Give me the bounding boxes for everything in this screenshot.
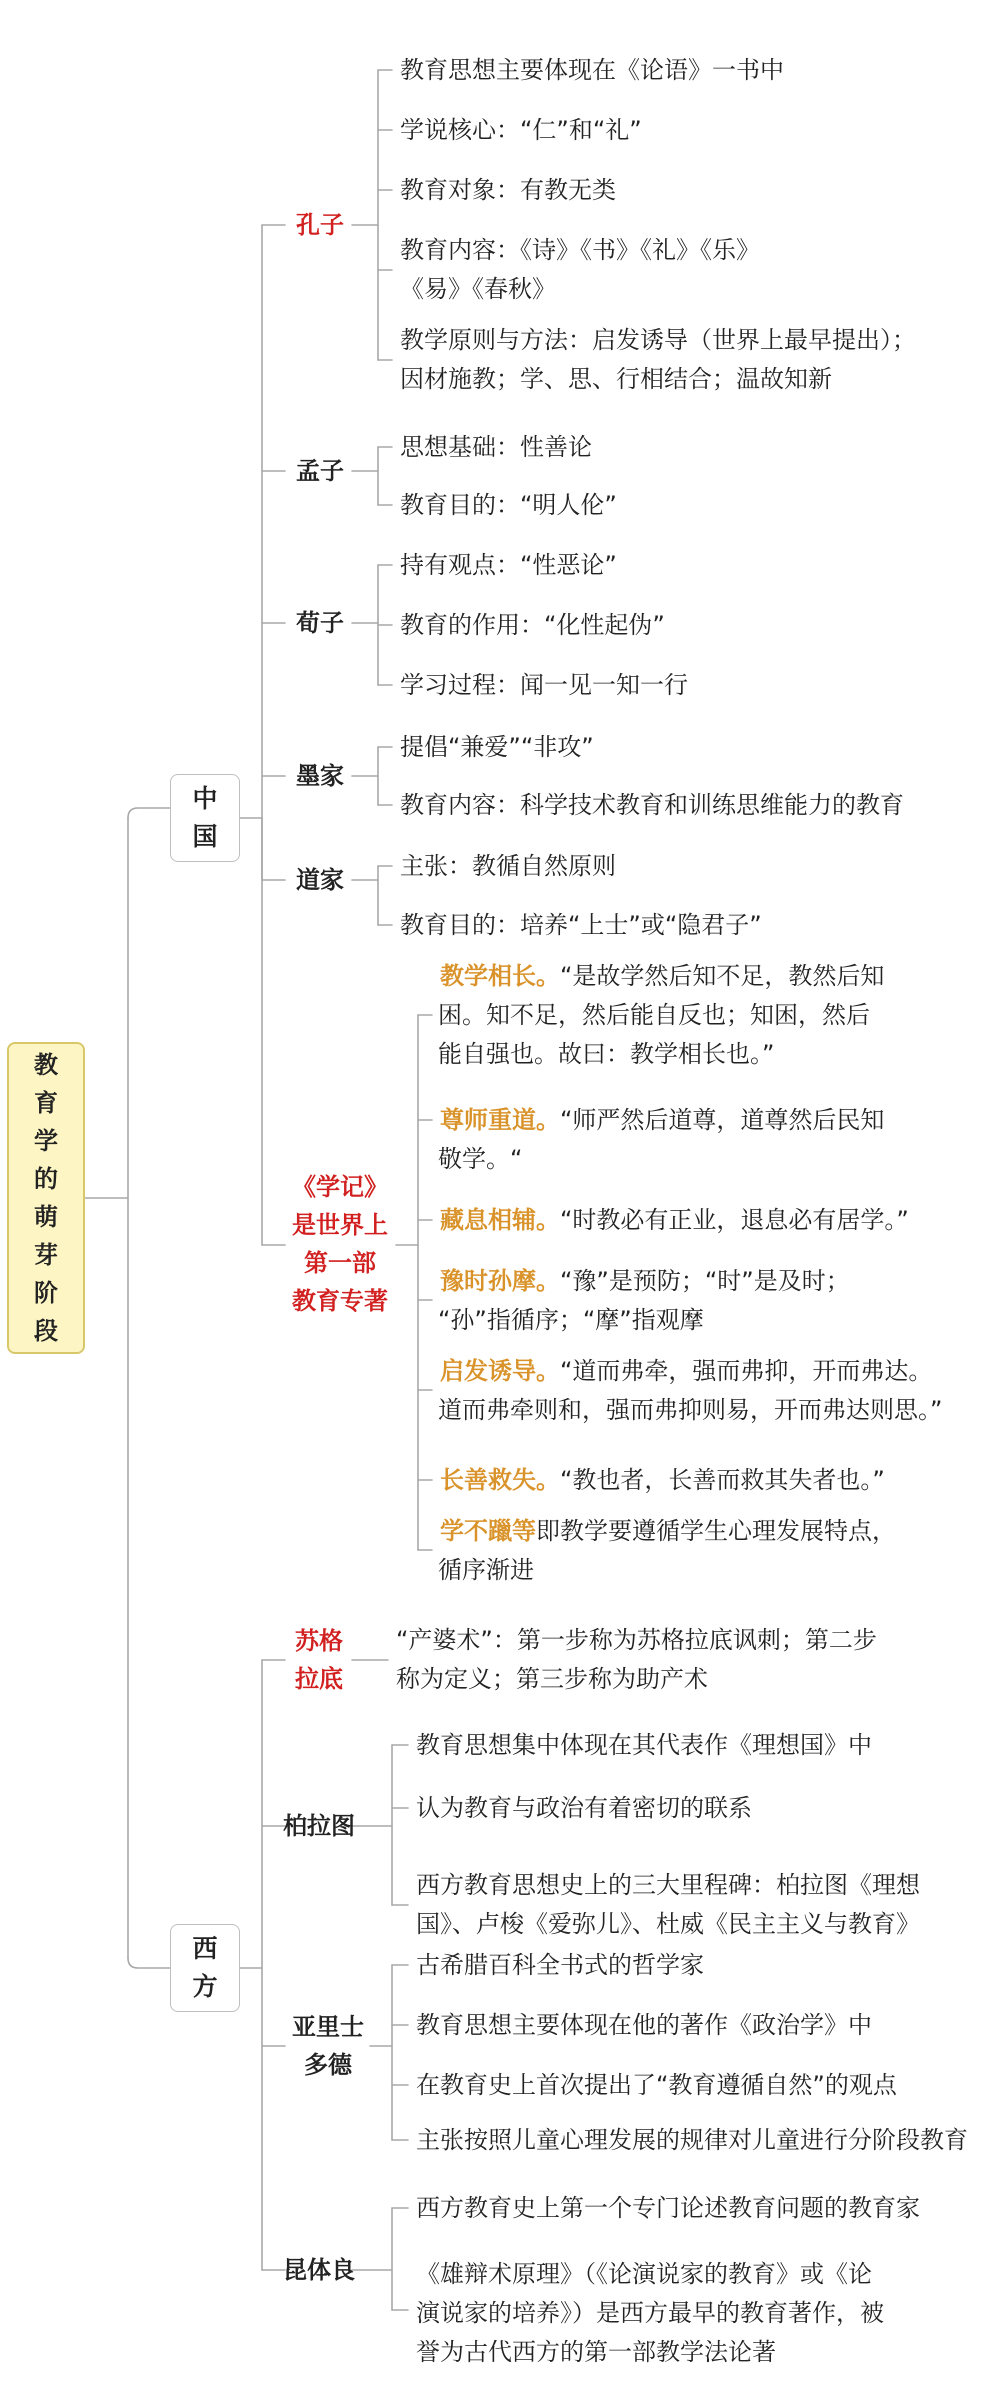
principle-key: 藏息相辅。 xyxy=(440,1206,560,1234)
leaf-text-line: 《易》《春秋》 xyxy=(400,275,556,303)
person-daojia: 道家 xyxy=(296,866,344,894)
principle-key: 豫时孙摩。 xyxy=(440,1267,560,1295)
leaf-text-line: 主张：教循自然原则 xyxy=(400,852,616,880)
xueji-principle-2 xyxy=(440,1101,884,1179)
xueji-principle-7 xyxy=(440,1512,896,1590)
person-label-line: 《学记》 xyxy=(292,1173,388,1201)
person-xunzi: 荀子 xyxy=(296,609,344,637)
leaf-xunzi-2 xyxy=(400,606,665,645)
xueji-principle-6 xyxy=(440,1461,885,1500)
leaf-kongzi-3 xyxy=(400,171,616,210)
leaf-aristotle-4 xyxy=(416,2121,968,2160)
leaf-plato-3 xyxy=(416,1866,920,1944)
leaf-text-line: 称为定义；第三步称为助产术 xyxy=(396,1665,708,1693)
person-socrates xyxy=(286,1622,352,1698)
leaf-text-line: 教学相长。“是故学然后知不足，教然后知 xyxy=(440,962,885,990)
leaf-text-line: 教育的作用：“化性起伪” xyxy=(400,611,665,639)
leaf-quintilian-1 xyxy=(416,2189,920,2228)
leaf-text-line: 西方教育思想史上的三大里程碑：柏拉图《理想 xyxy=(416,1871,920,1899)
leaf-text-line: 启发诱导。“道而弗牵，强而弗抑，开而弗达。 xyxy=(440,1357,933,1385)
leaf-text-line: 长善救失。“教也者，长善而救其失者也。” xyxy=(440,1466,885,1494)
root-char: 萌 xyxy=(34,1203,58,1231)
root-char: 的 xyxy=(34,1165,58,1193)
person-aristotle xyxy=(285,2008,371,2084)
leaf-xunzi-3 xyxy=(400,666,688,705)
leaf-text-line: 教育对象：有教无类 xyxy=(400,176,616,204)
leaf-daojia-1 xyxy=(400,847,616,886)
leaf-aristotle-3 xyxy=(416,2066,897,2105)
principle-key: 教学相长。 xyxy=(440,962,560,990)
person-xueji xyxy=(284,1168,396,1320)
person-label-line: 教育专著 xyxy=(292,1287,388,1315)
person-quintilian: 昆体良 xyxy=(283,2256,355,2284)
leaf-text-line: 能自强也。故曰：教学相长也。” xyxy=(438,1040,775,1068)
xueji-principle-4 xyxy=(440,1262,850,1340)
leaf-aristotle-1 xyxy=(416,1946,704,1985)
xueji-principle-1 xyxy=(440,957,884,1074)
leaf-text-line: 思想基础：性善论 xyxy=(400,433,592,461)
leaf-text-line: “孙”指循序；“摩”指观摩 xyxy=(438,1306,704,1334)
leaf-quintilian-2 xyxy=(416,2255,884,2372)
xueji-principle-3 xyxy=(440,1201,909,1240)
leaf-text-line: 《雄辩术原理》（《论演说家的教育》或《论 xyxy=(416,2260,872,2288)
leaf-mojia-2 xyxy=(400,786,904,825)
leaf-socrates-1 xyxy=(396,1621,877,1699)
person-label-line: 亚里士 xyxy=(292,2013,364,2041)
root-char: 育 xyxy=(34,1089,58,1117)
leaf-text-line: 演说家的培养》）是西方最早的教育著作，被 xyxy=(416,2299,884,2327)
person-mengzi: 孟子 xyxy=(296,457,344,485)
person-plato: 柏拉图 xyxy=(283,1812,355,1840)
leaf-text-line: 教育思想主要体现在《论语》一书中 xyxy=(400,56,784,84)
leaf-kongzi-1 xyxy=(400,51,784,90)
leaf-text-line: 国》、卢梭《爱弥儿》、杜威《民主主义与教育》 xyxy=(416,1910,920,1938)
leaf-text-line: 西方教育史上第一个专门论述教育问题的教育家 xyxy=(416,2194,920,2222)
leaf-mengzi-1 xyxy=(400,428,592,467)
leaf-text-line: 因材施教；学、思、行相结合；温故知新 xyxy=(400,365,832,393)
leaf-text-line: 教育内容：科学技术教育和训练思维能力的教育 xyxy=(400,791,904,819)
leaf-text-line: 教育目的：培养“上士”或“隐君子” xyxy=(400,911,762,939)
leaf-kongzi-2 xyxy=(400,111,642,150)
leaf-mengzi-2 xyxy=(400,486,617,525)
principle-key: 学不躐等 xyxy=(440,1517,536,1545)
leaf-text-line: 教育思想集中体现在其代表作《理想国》中 xyxy=(416,1731,872,1759)
root-char: 芽 xyxy=(34,1241,58,1269)
leaf-text-line: 教学原则与方法：启发诱导（世界上最早提出）； xyxy=(400,326,916,354)
leaf-plato-1 xyxy=(416,1726,872,1765)
leaf-text-line: 教育思想主要体现在他的著作《政治学》中 xyxy=(416,2011,872,2039)
person-mojia: 墨家 xyxy=(296,762,344,790)
leaf-text-line: 困。知不足，然后能自反也；知困，然后 xyxy=(438,1001,870,1029)
leaf-plato-2 xyxy=(416,1789,752,1828)
leaf-text-line: 藏息相辅。“时教必有正业，退息必有居学。” xyxy=(440,1206,909,1234)
leaf-text-line: 誉为古代西方的第一部教学法论著 xyxy=(416,2338,776,2366)
leaf-text-line: 古希腊百科全书式的哲学家 xyxy=(416,1951,704,1979)
leaf-text-line: 教育目的：“明人伦” xyxy=(400,491,617,519)
region-china xyxy=(170,774,240,862)
person-label-line: 是世界上 xyxy=(292,1211,388,1239)
region-char: 方 xyxy=(192,1972,218,2001)
root-char: 阶 xyxy=(34,1279,58,1307)
region-char: 西 xyxy=(192,1934,218,1963)
region-char: 国 xyxy=(192,822,218,851)
leaf-text-line: 豫时孙摩。“豫”是预防；“时”是及时； xyxy=(440,1267,850,1295)
leaf-kongzi-4 xyxy=(400,231,760,309)
person-label-line: 第一部 xyxy=(304,1249,376,1277)
leaf-text-line: 循序渐进 xyxy=(438,1556,534,1584)
leaf-text-line: 学习过程：闻一见一知一行 xyxy=(400,671,688,699)
leaf-text-line: 认为教育与政治有着密切的联系 xyxy=(416,1794,752,1822)
principle-key: 启发诱导。 xyxy=(440,1357,560,1385)
leaf-text-line: 提倡“兼爱”“非攻” xyxy=(400,733,594,761)
leaf-text-line: 持有观点：“性恶论” xyxy=(400,551,617,579)
leaf-mojia-1 xyxy=(400,728,594,767)
leaf-text-line: 尊师重道。“师严然后道尊，道尊然后民知 xyxy=(440,1106,885,1134)
leaf-text-line: 学说核心：“仁”和“礼” xyxy=(400,116,642,144)
leaf-xunzi-1 xyxy=(400,546,617,585)
xueji-principle-5 xyxy=(440,1352,942,1430)
leaf-daojia-2 xyxy=(400,906,762,945)
leaf-kongzi-5 xyxy=(400,321,916,399)
leaf-text-line: “产婆术”：第一步称为苏格拉底讽刺；第二步 xyxy=(396,1626,877,1654)
leaf-aristotle-2 xyxy=(416,2006,872,2045)
principle-key: 尊师重道。 xyxy=(440,1106,560,1134)
person-label-line: 苏格 xyxy=(295,1627,343,1655)
root-char: 学 xyxy=(34,1127,58,1155)
leaf-text-line: 主张按照儿童心理发展的规律对儿童进行分阶段教育 xyxy=(416,2126,968,2154)
leaf-text-line: 教育内容：《诗》《书》《礼》《乐》 xyxy=(400,236,760,264)
principle-key: 长善救失。 xyxy=(440,1466,560,1494)
root-char: 教 xyxy=(34,1051,58,1079)
leaf-text-line: 在教育史上首次提出了“教育遵循自然”的观点 xyxy=(416,2071,897,2099)
leaf-text-line: 敬学。“ xyxy=(438,1145,523,1173)
leaf-text-line: 学不躐等即教学要遵循学生心理发展特点， xyxy=(440,1517,896,1545)
leaf-text-line: 道而弗牵则和，强而弗抑则易，开而弗达则思。” xyxy=(438,1396,943,1424)
region-west xyxy=(170,1924,240,2012)
person-label-line: 拉底 xyxy=(295,1665,343,1693)
region-char: 中 xyxy=(192,784,218,813)
person-label-line: 多德 xyxy=(304,2051,352,2079)
person-kongzi: 孔子 xyxy=(296,211,344,239)
root-char: 段 xyxy=(34,1317,58,1345)
root-node xyxy=(7,1042,85,1354)
